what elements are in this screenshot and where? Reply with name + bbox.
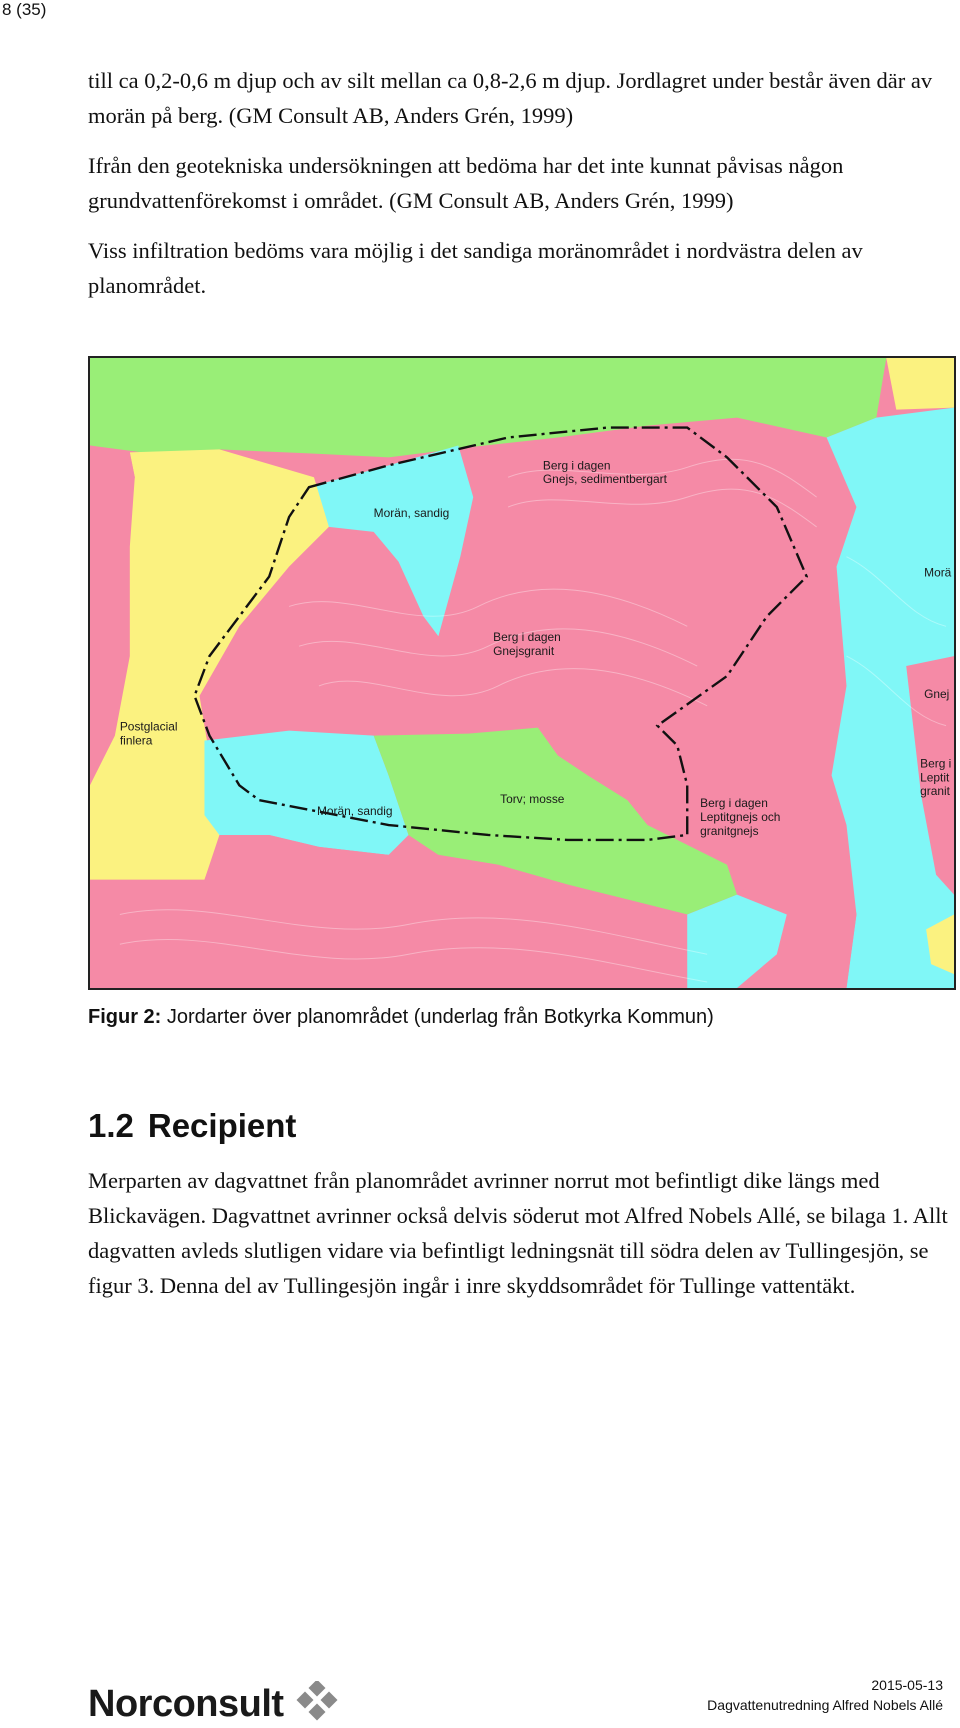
caption-text: Jordarter över planområdet (underlag från Botkyrka Kommun) (161, 1006, 714, 1028)
label-edge-berg-1: Berg i (920, 756, 952, 771)
footer-info (707, 1675, 943, 1715)
logo-text: Norconsult (88, 1682, 284, 1725)
label-berg-se-2: Leptitgnejs och (700, 810, 781, 825)
logo-mark-icon (294, 1681, 340, 1727)
soil-map-figure (88, 356, 956, 990)
label-finlera-2: finlera (119, 733, 153, 748)
section-title: Recipient (147, 1107, 297, 1144)
section-number: 1.2 (88, 1107, 134, 1144)
paragraph-soil-layers: till ca 0,2-0,6 m djup och av silt mellan ca 0,8-2,6 m djup. Jordlagret under består även där av morän på berg. (GM Consult AB, Anders Grén, 1999) (88, 68, 933, 128)
label-edge-berg-2: Leptit (920, 770, 950, 785)
label-torv: Torv; mosse (500, 792, 565, 807)
caption-label: Figur 2: (88, 1006, 162, 1028)
label-berg-se-1: Berg i dagen (700, 796, 768, 811)
footer-date: 2015-05-13 (871, 1677, 943, 1693)
label-berg-top-2: Gnejs, sedimentbergart (542, 472, 667, 487)
label-berg-center-2: Gnejsgranit (493, 644, 555, 659)
label-berg-center-1: Berg i dagen (493, 630, 561, 645)
label-edge-gnej: Gnej (924, 686, 950, 701)
label-moran-north: Morän, sandig (373, 505, 450, 520)
label-berg-se-3: granitgnejs (700, 823, 759, 838)
page-number: 8 (35) (2, 0, 47, 19)
paragraph-groundwater: Ifrån den geotekniska undersökningen att bedöma har det inte kunnat påvisas någon grundvattenförekomst i området. (GM Consult AB, Anders Grén, 1999) (88, 153, 844, 213)
section-heading (88, 1107, 296, 1145)
label-berg-top-1: Berg i dagen (542, 458, 611, 473)
figure-caption (88, 1006, 714, 1029)
label-edge-moran: Morä (924, 565, 952, 580)
soil-map (90, 358, 954, 988)
paragraph-infiltration: Viss infiltration bedöms vara möjlig i det sandiga moränområdet i nordvästra delen av planområdet. (88, 238, 863, 298)
finlera-ne-area (886, 358, 954, 410)
footer-document-title: Dagvattenutredning Alfred Nobels Allé (707, 1697, 943, 1713)
label-edge-berg-3: granit (920, 784, 951, 799)
label-finlera-1: Postglacial (119, 719, 178, 734)
paragraph-recipient: Merparten av dagvattnet från planområdet avrinner norrut mot befintligt dike längs med Blickavägen. Dagvattnet avrinner också delvis söderut mot Alfred Nobels Allé, se bilaga 1. Allt dagvatten avleds slutligen vidare via befintligt ledningsnät till södra delen av Tullingesjön, se figur 3. Denna del av Tullingesjön ingår i inre skyddsområdet för Tullinge vattentäkt. (88, 1168, 948, 1298)
label-moran-south: Morän, sandig (316, 804, 393, 819)
norconsult-logo (88, 1680, 340, 1728)
